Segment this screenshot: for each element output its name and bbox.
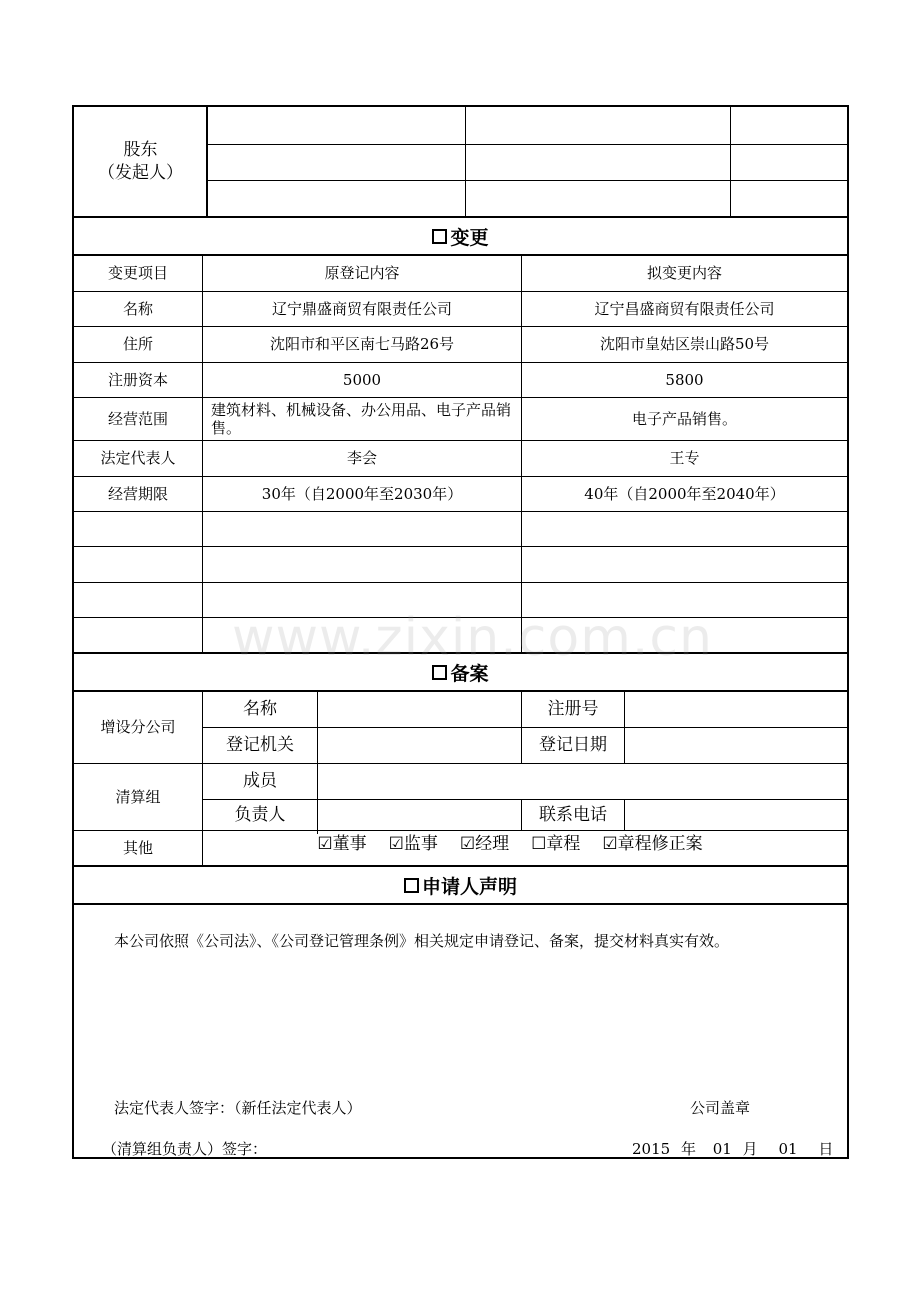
original-value: 30年（自2000年至2030年） xyxy=(261,484,463,503)
branch-name-label: 名称 xyxy=(243,699,277,719)
option-label: 章程 xyxy=(546,833,581,854)
filing-section-title xyxy=(74,654,847,690)
phone-label: 联系电话 xyxy=(539,804,607,825)
original-value: 辽宁鼎盛商贸有限责任公司 xyxy=(271,299,452,318)
declaration-title-text: 申请人声明 xyxy=(421,875,517,898)
change-title-text: 变更 xyxy=(450,226,489,249)
option-label: 经理 xyxy=(475,833,510,854)
original-value: 5000 xyxy=(342,370,382,389)
shareholder-label-line1: 股东 xyxy=(123,140,158,160)
option-label: 章程修正案 xyxy=(617,833,703,854)
leader-label: 负责人 xyxy=(234,804,286,825)
option-directors[interactable] xyxy=(317,835,366,854)
original-value: 李会 xyxy=(346,449,377,467)
divider xyxy=(730,107,731,217)
empty-row[interactable] xyxy=(74,512,847,546)
change-item: 经营范围 xyxy=(107,409,168,428)
checkbox-icon[interactable] xyxy=(432,229,447,244)
proposed-value: 5800 xyxy=(665,370,704,389)
members-field[interactable] xyxy=(318,764,847,799)
change-item: 注册资本 xyxy=(107,370,168,389)
watermark: www.zixin.com.cn xyxy=(232,608,713,668)
option-manager[interactable] xyxy=(460,835,509,854)
divider xyxy=(465,107,466,217)
section-divider xyxy=(74,903,847,905)
reg-date-label: 登记日期 xyxy=(539,735,607,755)
date-month: 01 xyxy=(712,1140,732,1158)
shareholder-cell[interactable] xyxy=(208,107,464,143)
check-mark-icon: ☑ xyxy=(388,833,404,854)
date-day-unit: 日 xyxy=(818,1140,834,1158)
reg-no-field[interactable] xyxy=(625,692,847,727)
empty-row[interactable] xyxy=(74,618,847,652)
empty-row[interactable] xyxy=(74,547,847,582)
filing-title-text: 备案 xyxy=(450,662,489,685)
proposed-value: 沈阳市皇姑区崇山路50号 xyxy=(599,335,770,353)
date-year-unit: 年 xyxy=(680,1140,696,1158)
shareholder-cell[interactable] xyxy=(208,145,464,179)
change-item: 经营期限 xyxy=(107,484,168,503)
original-value: 建筑材料、机械设备、办公用品、电子产品销售。 xyxy=(211,401,512,437)
option-supervisors[interactable] xyxy=(389,835,438,854)
members-label: 成员 xyxy=(243,771,277,791)
proposed-value: 电子产品销售。 xyxy=(631,409,737,428)
authority-label: 登记机关 xyxy=(226,735,294,755)
shareholder-label xyxy=(74,107,207,217)
option-articles[interactable] xyxy=(531,835,580,854)
liquidation-label: 清算组 xyxy=(115,787,161,806)
change-section-title xyxy=(74,218,847,254)
date-year: 2015 xyxy=(632,1140,671,1158)
checkbox-icon[interactable] xyxy=(404,878,419,893)
branch-label: 增设分公司 xyxy=(100,718,176,736)
phone-field[interactable] xyxy=(625,800,847,830)
header-original: 原登记内容 xyxy=(324,264,400,282)
branch-name-field[interactable] xyxy=(318,692,521,727)
header-item: 变更项目 xyxy=(107,264,168,282)
authority-field[interactable] xyxy=(318,728,521,763)
option-articles-amendment[interactable] xyxy=(602,835,702,854)
company-seal-label: 公司盖章 xyxy=(690,1099,751,1117)
declaration-date xyxy=(632,1138,833,1159)
liquidation-signature-label: （清算组负责人）签字： xyxy=(102,1140,268,1158)
checkbox-icon[interactable] xyxy=(432,665,447,680)
shareholder-label-line2: （发起人） xyxy=(98,163,183,183)
change-item: 住所 xyxy=(122,335,153,353)
registration-form xyxy=(72,105,849,1159)
empty-row[interactable] xyxy=(74,583,847,617)
check-mark-icon: ☑ xyxy=(459,833,476,854)
shareholder-cell[interactable] xyxy=(208,181,464,216)
change-item: 名称 xyxy=(122,299,153,318)
original-value: 沈阳市和平区南七马路26号 xyxy=(269,335,455,353)
check-mark-icon: ☑ xyxy=(602,833,618,854)
declaration-section-title xyxy=(74,867,847,903)
option-label: 董事 xyxy=(332,833,367,854)
option-label: 监事 xyxy=(403,833,438,854)
change-item: 法定代表人 xyxy=(100,449,176,467)
proposed-value: 王专 xyxy=(669,449,700,467)
legal-rep-signature-label: 法定代表人签字：（新任法定代表人） xyxy=(114,1099,362,1117)
date-month-unit: 月 xyxy=(742,1140,758,1158)
header-proposed: 拟变更内容 xyxy=(646,264,722,282)
date-day: 01 xyxy=(778,1140,798,1158)
other-label: 其他 xyxy=(122,838,153,857)
other-options xyxy=(203,827,847,861)
reg-date-field[interactable] xyxy=(625,728,847,763)
leader-field[interactable] xyxy=(318,800,521,830)
proposed-value: 辽宁昌盛商贸有限责任公司 xyxy=(594,299,775,318)
declaration-statement: 本公司依照《公司法》、《公司登记管理条例》相关规定申请登记、备案，提交材料真实有效。 xyxy=(114,932,730,950)
reg-no-label: 注册号 xyxy=(547,699,599,719)
check-mark-icon: ☑ xyxy=(317,833,333,854)
proposed-value: 40年（自2000年至2040年） xyxy=(584,484,785,503)
checkbox-icon: ☐ xyxy=(531,833,547,854)
